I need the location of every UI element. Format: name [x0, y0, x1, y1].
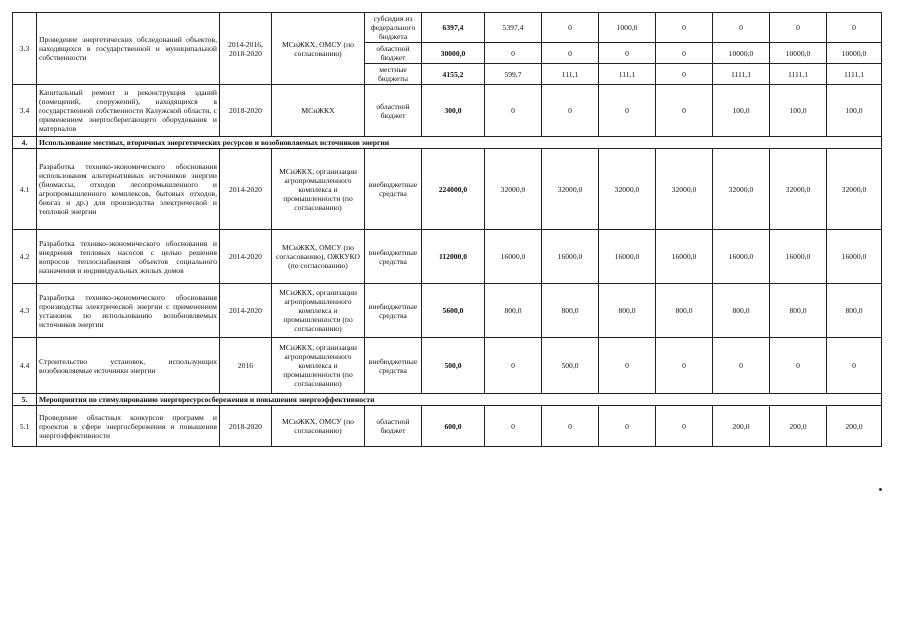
- funding-year-value: 1111,1: [827, 64, 882, 85]
- item-name: Проведение областных конкурсов программ и проектов в сфере энергосбережения и повышения энергоэффективности: [37, 406, 220, 447]
- funding-year-value: 10000,0: [713, 43, 770, 64]
- stray-mark: [879, 488, 882, 491]
- item-period: 2018-2020: [220, 85, 272, 137]
- item-period: 2014-2020: [220, 284, 272, 338]
- funding-total: 6397,4: [422, 13, 485, 43]
- funding-year-value: 0: [599, 338, 656, 394]
- item-name: Разработка технико-экономического обоснования и внедрения тепловых насосов с целью решения вопросов теплоснабжения объектов социального назначения и индивидуальных жилых домов: [37, 230, 220, 284]
- item-name: Разработка технико-экономического обоснования использования альтернативных источников энергии (биомассы, отходов лесопромышленного и агропромышленного комплексов, бытовых отходов, биогаз и др.) для производства электрической и тепловой энергии: [37, 149, 220, 230]
- funding-total: 300,0: [422, 85, 485, 137]
- item-number: 4.1: [13, 149, 37, 230]
- funding-year-value: 32000,0: [656, 149, 713, 230]
- section-row: [13, 137, 882, 149]
- funding-year-value: 500,0: [542, 338, 599, 394]
- funding-year-value: 0: [827, 13, 882, 43]
- funding-year-value: 32000,0: [542, 149, 599, 230]
- funding-year-value: 10000,0: [827, 43, 882, 64]
- funding-year-value: 800,0: [485, 284, 542, 338]
- funding-source: внебюджетные средства: [365, 149, 422, 230]
- funding-source: внебюджетные средства: [365, 284, 422, 338]
- funding-source: областной бюджет: [365, 85, 422, 137]
- funding-year-value: 0: [542, 43, 599, 64]
- funding-total: 5600,0: [422, 284, 485, 338]
- funding-source: внебюджетные средства: [365, 230, 422, 284]
- budget-table: [12, 12, 882, 447]
- funding-year-value: 0: [485, 85, 542, 137]
- funding-total: 600,0: [422, 406, 485, 447]
- funding-year-value: 200,0: [827, 406, 882, 447]
- funding-year-value: 0: [656, 43, 713, 64]
- funding-year-value: 0: [656, 13, 713, 43]
- table-row: [13, 149, 882, 230]
- funding-year-value: 800,0: [770, 284, 827, 338]
- funding-total: 500,0: [422, 338, 485, 394]
- item-executor: МСиЖКХ, ОМСУ (по согласованию): [272, 406, 365, 447]
- item-period: 2014-2020: [220, 230, 272, 284]
- table-row: [13, 13, 882, 43]
- table-row: [13, 85, 882, 137]
- funding-year-value: 0: [485, 406, 542, 447]
- item-executor: МСиЖКХ, организации агропромышленного комплекса и промышленности (по согласованию): [272, 149, 365, 230]
- section-title: Мероприятия по стимулированию энергоресурсосбережения и повышения энергоэффективности: [37, 394, 882, 406]
- funding-year-value: 16000,0: [770, 230, 827, 284]
- table-row: [13, 230, 882, 284]
- item-executor: МСиЖКХ, организации агропромышленного комплекса и промышленности (по согласованию): [272, 338, 365, 394]
- funding-year-value: 32000,0: [485, 149, 542, 230]
- funding-year-value: 800,0: [713, 284, 770, 338]
- funding-year-value: 1000,0: [599, 13, 656, 43]
- funding-year-value: 0: [713, 13, 770, 43]
- funding-year-value: 0: [542, 85, 599, 137]
- funding-year-value: 0: [542, 406, 599, 447]
- funding-year-value: 0: [485, 338, 542, 394]
- item-name: Капитальный ремонт и реконструкция зданий (помещений, сооружений), находящихся в государственной собственности Калужской области, с применением энергосберегающего оборудования и материалов: [37, 85, 220, 137]
- funding-year-value: 0: [827, 338, 882, 394]
- section-row: [13, 394, 882, 406]
- funding-year-value: 0: [656, 338, 713, 394]
- item-name: Проведение энергетических обследований объектов, находящихся в государственной и муниципальной собственности: [37, 13, 220, 85]
- funding-source: местные бюджеты: [365, 64, 422, 85]
- table-row: [13, 284, 882, 338]
- item-period: 2014-2016, 2018-2020: [220, 13, 272, 85]
- funding-year-value: 200,0: [713, 406, 770, 447]
- funding-year-value: 32000,0: [713, 149, 770, 230]
- funding-total: 4155,2: [422, 64, 485, 85]
- funding-year-value: 16000,0: [656, 230, 713, 284]
- funding-year-value: 100,0: [770, 85, 827, 137]
- table-row: [13, 406, 882, 447]
- funding-year-value: 599,7: [485, 64, 542, 85]
- funding-year-value: 16000,0: [542, 230, 599, 284]
- funding-year-value: 111,1: [542, 64, 599, 85]
- funding-year-value: 16000,0: [827, 230, 882, 284]
- funding-year-value: 100,0: [713, 85, 770, 137]
- item-number: 3.4: [13, 85, 37, 137]
- item-number: 4.2: [13, 230, 37, 284]
- funding-year-value: 800,0: [827, 284, 882, 338]
- item-number: 4.3: [13, 284, 37, 338]
- item-name: Строительство установок, использующих возобновляемые источники энергии: [37, 338, 220, 394]
- funding-year-value: 0: [656, 64, 713, 85]
- item-period: 2014-2020: [220, 149, 272, 230]
- funding-year-value: 800,0: [656, 284, 713, 338]
- funding-year-value: 200,0: [770, 406, 827, 447]
- funding-year-value: 0: [599, 406, 656, 447]
- funding-year-value: 100,0: [827, 85, 882, 137]
- section-title: Использование местных, вторичных энергетических ресурсов и возобновляемых источников энергии: [37, 137, 882, 149]
- funding-total: 224000,0: [422, 149, 485, 230]
- funding-year-value: 111,1: [599, 64, 656, 85]
- item-executor: МСиЖКХ: [272, 85, 365, 137]
- item-executor: МСиЖКХ, организации агропромышленного комплекса и промышленности (по согласованию): [272, 284, 365, 338]
- funding-total: 30000,0: [422, 43, 485, 64]
- funding-total: 112000,0: [422, 230, 485, 284]
- funding-year-value: 0: [770, 338, 827, 394]
- item-number: 4.4: [13, 338, 37, 394]
- funding-year-value: 16000,0: [713, 230, 770, 284]
- funding-year-value: 16000,0: [485, 230, 542, 284]
- funding-year-value: 10000,0: [770, 43, 827, 64]
- funding-year-value: 0: [656, 85, 713, 137]
- table-row: [13, 338, 882, 394]
- item-executor: МСиЖКХ, ОМСУ (по согласованию), ОЖКУКО (по согласованию): [272, 230, 365, 284]
- table-body: [13, 13, 882, 447]
- funding-source: областной бюджет: [365, 406, 422, 447]
- funding-year-value: 16000,0: [599, 230, 656, 284]
- funding-year-value: 0: [770, 13, 827, 43]
- item-executor: МСиЖКХ, ОМСУ (по согласованию): [272, 13, 365, 85]
- funding-year-value: 32000,0: [770, 149, 827, 230]
- item-name: Разработка технико-экономического обоснования производства электрической энергии с применением установок по использованию возобновляемых источников энергии: [37, 284, 220, 338]
- funding-year-value: 800,0: [599, 284, 656, 338]
- funding-year-value: 32000,0: [827, 149, 882, 230]
- funding-year-value: 32000,0: [599, 149, 656, 230]
- funding-year-value: 0: [542, 13, 599, 43]
- funding-source: субсидия из федерального бюджета: [365, 13, 422, 43]
- funding-year-value: 800,0: [542, 284, 599, 338]
- funding-year-value: 0: [599, 43, 656, 64]
- funding-year-value: 0: [485, 43, 542, 64]
- item-period: 2018-2020: [220, 406, 272, 447]
- item-period: 2016: [220, 338, 272, 394]
- funding-year-value: 0: [599, 85, 656, 137]
- item-number: 5.1: [13, 406, 37, 447]
- funding-year-value: 5397,4: [485, 13, 542, 43]
- funding-source: областной бюджет: [365, 43, 422, 64]
- section-number: 4.: [13, 137, 37, 149]
- funding-year-value: 0: [656, 406, 713, 447]
- funding-year-value: 1111,1: [770, 64, 827, 85]
- section-number: 5.: [13, 394, 37, 406]
- item-number: 3.3: [13, 13, 37, 85]
- funding-source: внебюджетные средства: [365, 338, 422, 394]
- funding-year-value: 1111,1: [713, 64, 770, 85]
- funding-year-value: 0: [713, 338, 770, 394]
